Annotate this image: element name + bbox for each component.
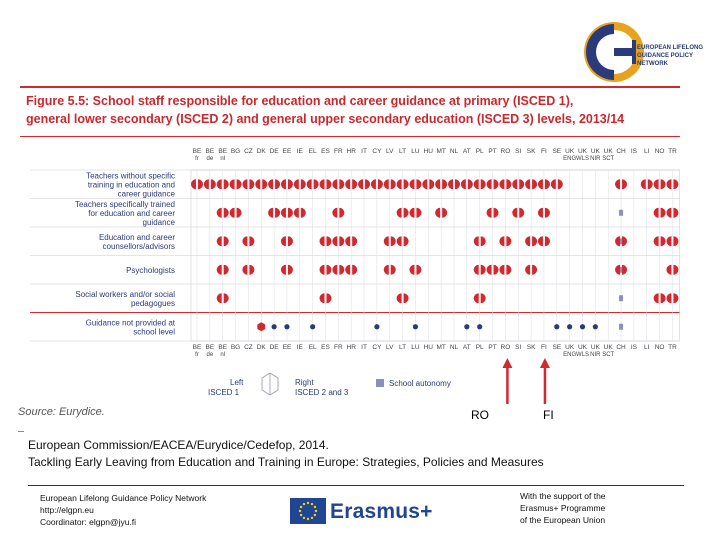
eu-star: [314, 514, 316, 516]
row-label: training in education and: [87, 180, 175, 190]
no-guidance-blue-marker: [593, 324, 598, 329]
no-guidance-blue-marker: [464, 324, 469, 329]
row-label: Teachers specifically trained: [74, 199, 175, 209]
row-label: Psychologists: [126, 265, 175, 275]
no-guidance-blue-marker: [580, 324, 585, 329]
country-label-top: BE: [205, 148, 215, 155]
country-label-bottom: SI: [515, 344, 522, 351]
eu-star: [303, 503, 305, 505]
country-label-top: NO: [654, 148, 665, 155]
country-label-top: DE: [269, 148, 279, 155]
country-label-top: AT: [462, 148, 471, 155]
country-label-top: BE: [218, 148, 228, 155]
no-guidance-blue-marker: [567, 324, 572, 329]
country-label-bottom: DK: [256, 344, 266, 351]
country-label-bottom: UK: [577, 344, 588, 351]
eu-star: [307, 518, 309, 520]
country-label-bottom: LI: [644, 344, 650, 351]
country-label-bottom: CH: [616, 344, 626, 351]
eu-star: [300, 514, 302, 516]
country-label-top: HU: [423, 148, 433, 155]
country-label-bottom: HR: [346, 344, 356, 351]
citation-line-1: European Commission/EACEA/Eurydice/Cedefop, 2014.: [28, 438, 329, 452]
country-label-top: SI: [515, 148, 522, 155]
row-label: career guidance: [117, 189, 175, 199]
logo-text: EUROPEAN LIFELONG GUIDANCE POLICY NETWORK: [637, 45, 704, 67]
country-label-top: UK: [590, 148, 600, 155]
country-label-bottom: LT: [399, 344, 407, 351]
country-label-top: RO: [500, 148, 511, 155]
country-label-top: BG: [230, 148, 241, 155]
country-label-bottom: FR: [334, 344, 343, 351]
country-label-bottom: MT: [436, 344, 446, 351]
country-label-top: HR: [346, 148, 356, 155]
country-label-bottom: EL: [308, 344, 317, 351]
legend-left-label: Left: [230, 378, 244, 387]
no-guidance-blue-marker: [310, 324, 315, 329]
row-label: Guidance not provided at: [85, 318, 175, 328]
country-sublabel-top: SCT: [602, 156, 615, 162]
row-label: pedagogues: [130, 298, 175, 308]
country-sublabel-top: ENG: [563, 156, 577, 162]
country-label-top: EE: [282, 148, 292, 155]
legend-autonomy-label: School autonomy: [389, 379, 451, 388]
country-label-bottom: IE: [296, 344, 303, 351]
country-label-top: SE: [552, 148, 562, 155]
country-label-bottom: LU: [411, 344, 420, 351]
country-label-bottom: PT: [488, 344, 497, 351]
eu-star: [311, 503, 313, 505]
no-guidance-blue-marker: [272, 324, 277, 329]
country-label-top: CY: [372, 148, 382, 155]
country-label-top: ES: [321, 148, 330, 155]
country-label-top: IT: [361, 148, 367, 155]
country-label-bottom: DE: [269, 344, 279, 351]
no-guidance-blue-marker: [374, 324, 379, 329]
country-sublabel-top: de: [206, 156, 214, 162]
country-label-top: PT: [488, 148, 497, 155]
row-label: Teachers without specific: [86, 171, 175, 181]
no-guidance-blue-marker: [413, 324, 418, 329]
guidance-staff-chart: [20, 140, 685, 408]
country-label-bottom: UK: [590, 344, 600, 351]
country-label-top: MT: [436, 148, 446, 155]
figure-top-rule: [20, 86, 680, 88]
country-label-bottom: IS: [630, 344, 637, 351]
erasmus-logo-text: Erasmus+: [330, 500, 433, 523]
eu-star: [311, 517, 313, 519]
country-label-bottom: BE: [192, 344, 202, 351]
country-label-bottom: ES: [321, 344, 330, 351]
country-label-top: LU: [411, 148, 420, 155]
no-guidance-blue-marker: [554, 324, 559, 329]
ro-label: RO: [471, 408, 489, 422]
network-name: European Lifelong Guidance Policy Network: [40, 493, 207, 503]
country-label-top: IS: [630, 148, 637, 155]
network-url[interactable]: http://elgpn.eu: [40, 505, 94, 515]
fi-label: FI: [543, 408, 554, 422]
legend-right-sub: ISCED 2 and 3: [295, 388, 349, 397]
country-label-top: UK: [565, 148, 575, 155]
country-label-bottom: BE: [205, 344, 215, 351]
country-label-bottom: BE: [218, 344, 228, 351]
country-sublabel-bottom: fr: [195, 352, 199, 358]
country-label-top: CZ: [244, 148, 253, 155]
row-label: guidance: [142, 217, 175, 227]
footer-rule: [28, 485, 684, 486]
country-label-bottom: PL: [475, 344, 484, 351]
country-label-top: DK: [256, 148, 266, 155]
row-label: Education and career: [98, 232, 175, 242]
country-label-top: UK: [577, 148, 588, 155]
country-label-top: BE: [192, 148, 202, 155]
country-label-top: LT: [399, 148, 407, 155]
row-label: counsellors/advisors: [102, 241, 175, 251]
country-label-top: EL: [308, 148, 317, 155]
figure-source: Source: Eurydice.: [18, 406, 105, 418]
country-sublabel-bottom: SCT: [602, 352, 615, 358]
country-label-top: PL: [475, 148, 484, 155]
country-label-bottom: TR: [668, 344, 677, 351]
footer-network-info: [40, 492, 206, 528]
country-label-top: FI: [541, 148, 547, 155]
country-sublabel-bottom: nl: [220, 352, 226, 358]
country-label-bottom: NL: [449, 344, 459, 351]
citation: [28, 437, 544, 471]
country-label-top: UK: [603, 148, 613, 155]
country-label-top: CH: [616, 148, 626, 155]
country-sublabel-bottom: de: [206, 352, 214, 358]
figure-title: Figure 5.5: School staff responsible for education and career guidance at primary (ISCED 1), general lower secondary (ISCED 2) and general upper secondary education (ISCED 3) levels, 2013/14: [26, 94, 625, 126]
country-label-bottom: CZ: [244, 344, 253, 351]
autonomy-mark: [619, 324, 623, 330]
eu-star: [300, 506, 302, 508]
legend-right-label: Right: [295, 378, 314, 387]
country-sublabel-top: WLS: [575, 156, 590, 162]
country-label-top: LV: [386, 148, 394, 155]
ro-arrow-head: [502, 358, 512, 368]
country-label-top: NL: [449, 148, 459, 155]
country-label-bottom: BG: [230, 344, 241, 351]
country-label-top: LI: [644, 148, 650, 155]
row-label: school level: [133, 327, 175, 337]
no-guidance-blue-marker: [284, 324, 289, 329]
country-label-top: IE: [296, 148, 303, 155]
country-label-bottom: EE: [282, 344, 292, 351]
country-label-bottom: AT: [462, 344, 471, 351]
country-label-top: TR: [668, 148, 677, 155]
no-guidance-blue-marker: [477, 324, 482, 329]
eu-star: [314, 506, 316, 508]
eu-flag-icon: [290, 498, 326, 524]
figure-bottom-rule: [20, 136, 680, 137]
country-label-bottom: LV: [386, 344, 394, 351]
country-label-top: FR: [334, 148, 343, 155]
country-label-bottom: IT: [361, 344, 367, 351]
country-label-bottom: UK: [603, 344, 613, 351]
country-sublabel-bottom: ENG: [563, 352, 577, 358]
country-label-bottom: NO: [654, 344, 665, 351]
country-sublabel-top: fr: [195, 156, 199, 162]
eu-star: [299, 510, 301, 512]
citation-line-2: Tackling Early Leaving from Education and Training in Europe: Strategies, Policies and Measures: [28, 455, 544, 469]
country-sublabel-bottom: WLS: [575, 352, 590, 358]
country-label-bottom: CY: [372, 344, 382, 351]
country-label-top: SK: [526, 148, 536, 155]
coordinator-contact[interactable]: Coordinator: elgpn@jyu.fi: [40, 517, 137, 527]
country-label-bottom: SK: [526, 344, 536, 351]
citation-marker: [18, 431, 24, 432]
eu-star: [303, 517, 305, 519]
country-sublabel-top: nl: [220, 156, 226, 162]
row-label: Social workers and/or social: [75, 289, 175, 299]
eu-star: [307, 502, 309, 504]
country-label-bottom: HU: [423, 344, 433, 351]
country-label-bottom: SE: [552, 344, 562, 351]
legend-left-sub: ISCED 1: [208, 388, 240, 397]
footer-support-text: With the support of the Erasmus+ Programme of the European Union: [520, 491, 606, 525]
autonomy-mark: [619, 295, 623, 301]
autonomy-mark: [619, 210, 623, 216]
fi-arrow-head: [540, 358, 550, 368]
legend-autonomy-swatch: [376, 379, 384, 387]
country-sublabel-top: NIR: [590, 156, 601, 162]
country-label-bottom: UK: [565, 344, 575, 351]
country-label-bottom: RO: [500, 344, 511, 351]
eu-star: [315, 510, 317, 512]
row-label: for education and career: [88, 208, 175, 218]
country-sublabel-bottom: NIR: [590, 352, 601, 358]
country-label-bottom: FI: [541, 344, 547, 351]
